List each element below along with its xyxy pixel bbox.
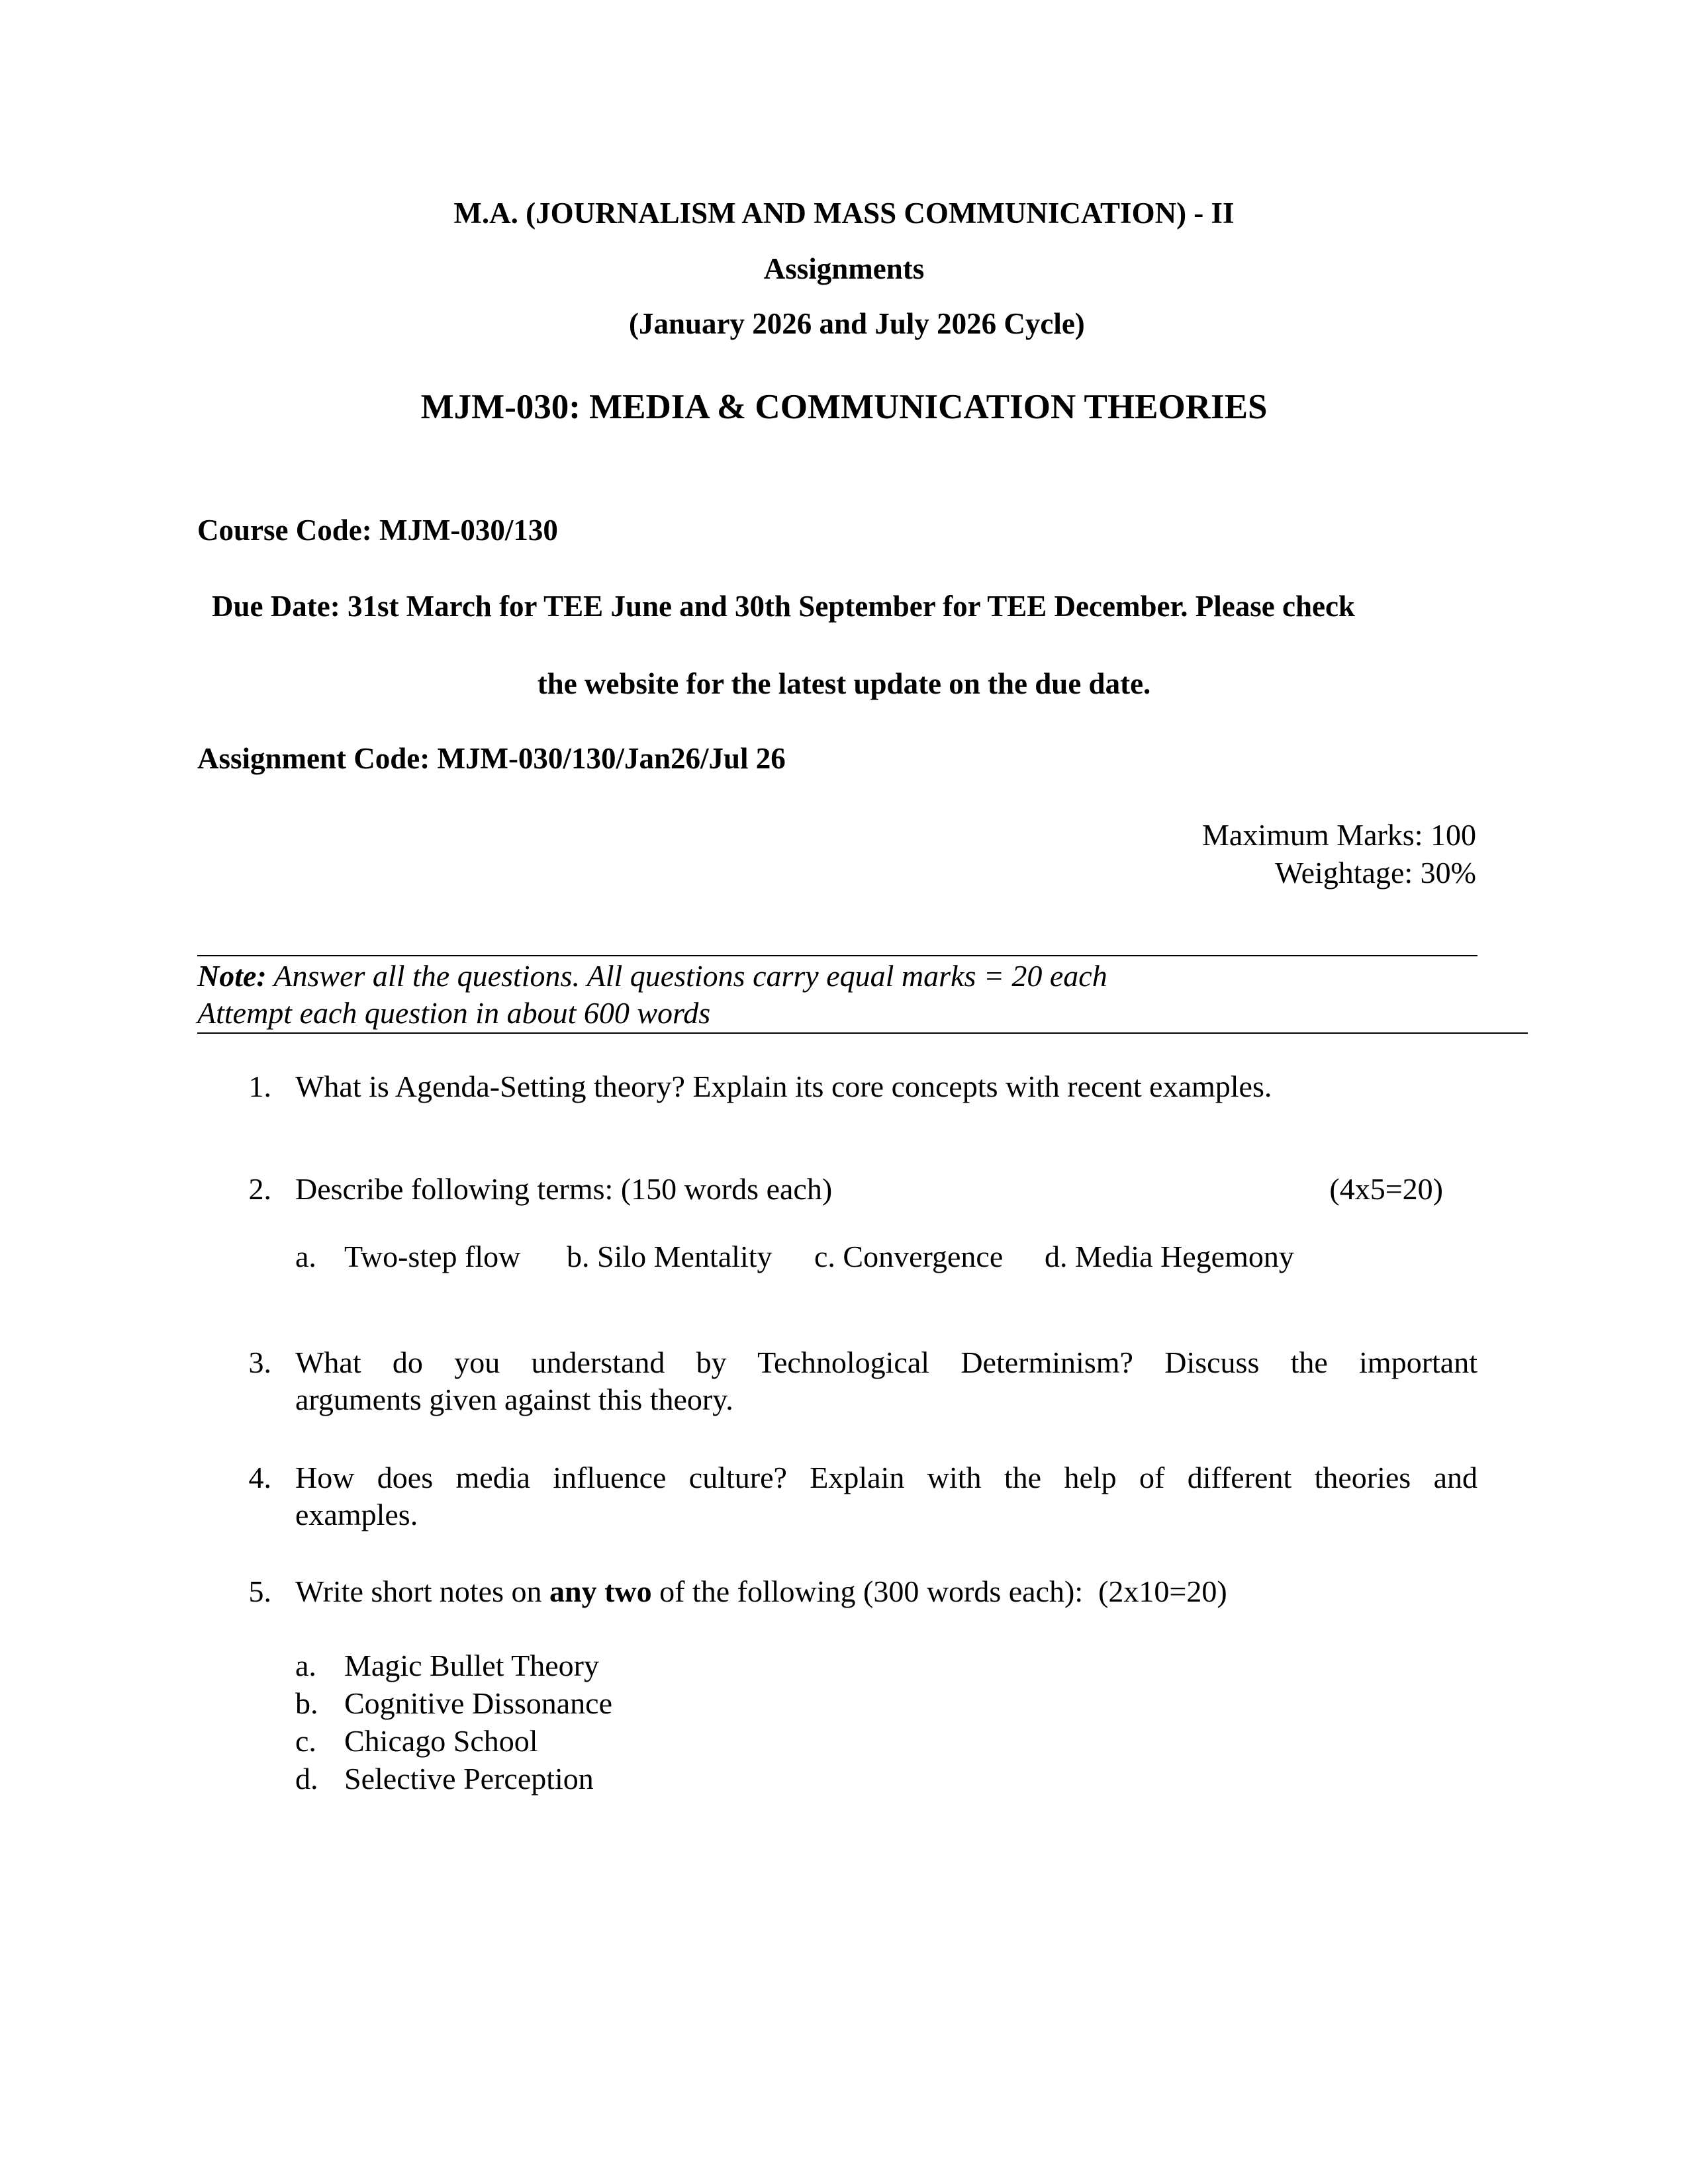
subitem-letter: a. — [295, 1240, 316, 1273]
note-bottom-rule — [197, 1032, 1528, 1034]
subitem-letter: d. — [295, 1762, 318, 1796]
question-number: 2. — [248, 1172, 271, 1206]
note-line2: Attempt each question in about 600 words — [197, 996, 711, 1030]
question-text: Describe following terms: (150 words each) — [295, 1172, 833, 1206]
question-text-part: of the following (300 words each): (2x10=20) — [651, 1574, 1227, 1608]
course-title: MJM-030: MEDIA & COMMUNICATION THEORIES — [420, 388, 1268, 426]
question-text: How does media influence culture? Explain with the help of different theories and — [295, 1461, 1477, 1494]
question-text-emphasis: any two — [549, 1574, 652, 1608]
question-number: 3. — [248, 1345, 271, 1379]
question-text-cont: arguments given against this theory. — [295, 1383, 733, 1416]
question-number: 1. — [248, 1069, 271, 1103]
due-date-line2: the website for the latest update on the due date. — [537, 667, 1151, 700]
question-text-part: Write short notes on — [295, 1574, 549, 1608]
maximum-marks: Maximum Marks: 100 — [1202, 818, 1476, 852]
due-date-line1: Due Date: 31st March for TEE June and 30th September for TEE December. Please check — [212, 590, 1355, 623]
subitem-letter: b. — [295, 1686, 318, 1720]
question-marks: (4x5=20) — [1329, 1172, 1443, 1206]
note-text: Answer all the questions. All questions carry equal marks = 20 each — [266, 959, 1107, 993]
subitem-letter: a. — [295, 1649, 316, 1682]
subitem-text: Chicago School — [344, 1724, 538, 1758]
cycle-label: (January 2026 and July 2026 Cycle) — [629, 307, 1085, 340]
note-top-rule — [197, 955, 1477, 956]
question-text: What do you understand by Technological Determinism? Discuss the important — [295, 1345, 1477, 1379]
assignment-code: Assignment Code: MJM-030/130/Jan26/Jul 26 — [197, 742, 786, 775]
subitem-text: Two-step flow — [344, 1240, 521, 1273]
program-title: M.A. (JOURNALISM AND MASS COMMUNICATION) - II — [453, 197, 1235, 230]
subitem-text: d. Media Hegemony — [1045, 1240, 1294, 1273]
subitem-text: Selective Perception — [344, 1762, 594, 1796]
subitem-text: b. Silo Mentality — [567, 1240, 773, 1273]
subitem-text: Magic Bullet Theory — [344, 1649, 599, 1682]
document-type: Assignments — [763, 252, 925, 285]
weightage: Weightage: 30% — [1274, 856, 1476, 889]
subitem-text: Cognitive Dissonance — [344, 1686, 612, 1720]
question-number: 4. — [248, 1461, 271, 1494]
subitem-text: c. Convergence — [814, 1240, 1004, 1273]
course-code: Course Code: MJM-030/130 — [197, 514, 558, 547]
note-line1 — [197, 958, 1107, 993]
subitem-letter: c. — [295, 1724, 316, 1758]
note-label: Note: — [197, 959, 267, 993]
question-text-cont: examples. — [295, 1498, 418, 1531]
question-text — [295, 1574, 1227, 1609]
question-text: What is Agenda-Setting theory? Explain its core concepts with recent examples. — [295, 1069, 1272, 1103]
question-number: 5. — [248, 1574, 271, 1608]
